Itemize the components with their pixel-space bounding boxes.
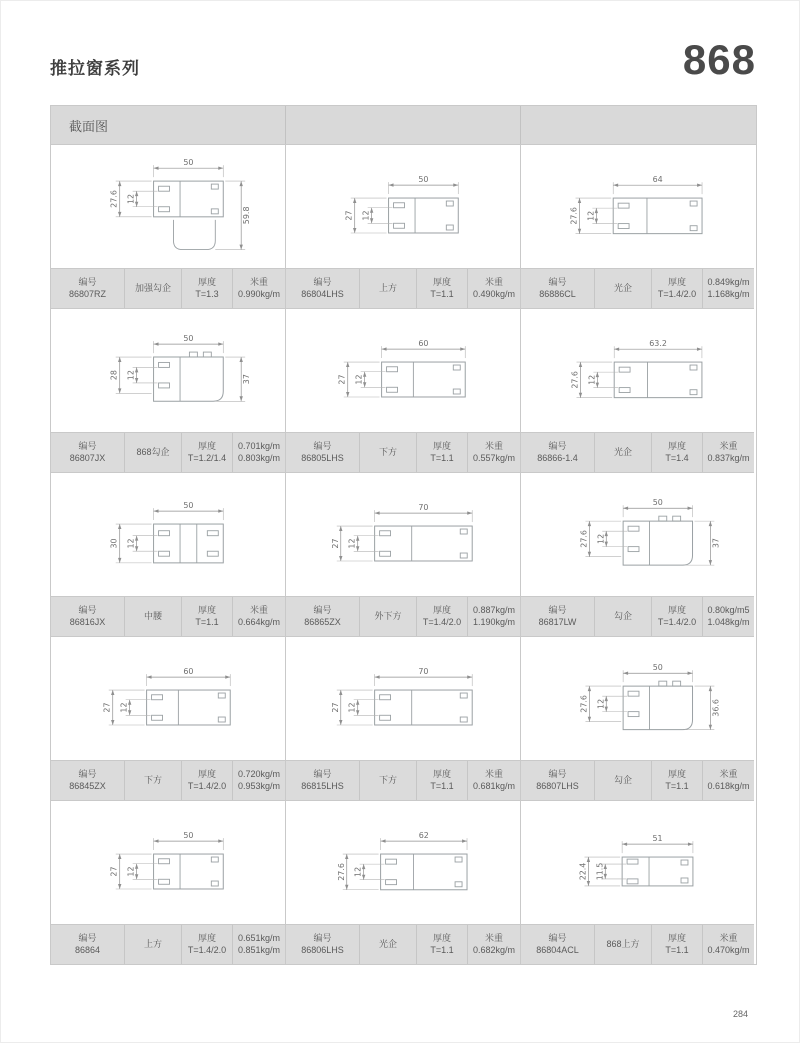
svg-text:50: 50 <box>183 158 194 168</box>
name-value: 下方 <box>378 446 397 457</box>
cross-section-diagram <box>521 801 754 924</box>
svg-text:50: 50 <box>183 334 194 344</box>
name-value: 加强勾企 <box>134 282 171 293</box>
code-value: 86807LHS <box>536 780 579 791</box>
code-cell <box>51 761 125 800</box>
weight-label: 米重 <box>249 277 268 288</box>
code-label: 编号 <box>548 605 567 616</box>
thickness-value: T=1.4/2.0 <box>657 616 697 627</box>
svg-text:37: 37 <box>711 538 721 549</box>
svg-text:27.6: 27.6 <box>569 207 579 225</box>
thickness-cell <box>417 433 468 472</box>
profile-cell <box>286 309 521 473</box>
svg-text:27.6: 27.6 <box>570 371 580 389</box>
name-value: 光企 <box>378 938 397 949</box>
weight-value: 0.701kg/m <box>237 441 281 452</box>
thickness-cell <box>417 269 468 308</box>
profile-label-bar <box>51 596 285 636</box>
thickness-cell <box>182 761 233 800</box>
weight-label: 米重 <box>719 933 738 944</box>
name-cell <box>125 269 182 308</box>
code-cell <box>286 925 360 964</box>
profile-drawing <box>286 473 520 596</box>
name-value: 勾企 <box>613 610 632 621</box>
thickness-label: 厚度 <box>197 605 216 616</box>
weight-value: 0.887kg/m <box>472 605 516 616</box>
weight-cell <box>233 269 285 308</box>
profile-drawing <box>51 145 285 268</box>
weight-cell <box>233 761 285 800</box>
page-title: 推拉窗系列 <box>50 59 140 78</box>
svg-text:37: 37 <box>242 374 252 385</box>
code-value: 86804LHS <box>301 288 344 299</box>
cross-section-diagram <box>286 145 520 268</box>
code-value: 86817LW <box>538 616 577 627</box>
code-label: 编号 <box>78 933 97 944</box>
profile-cell <box>521 473 754 637</box>
thickness-cell <box>182 597 233 636</box>
weight-label: 米重 <box>484 933 503 944</box>
table-header-label: 截面图 <box>69 118 109 134</box>
name-value: 勾企 <box>613 774 632 785</box>
svg-text:12: 12 <box>354 374 364 385</box>
profile-cell <box>286 145 521 309</box>
code-cell <box>286 433 360 472</box>
code-value: 86866-1.4 <box>537 452 578 463</box>
svg-text:12: 12 <box>119 702 129 713</box>
code-label: 编号 <box>78 605 97 616</box>
profile-drawing <box>286 637 520 760</box>
profile-cell <box>286 801 521 964</box>
svg-text:51: 51 <box>652 834 663 844</box>
profile-label-bar <box>521 268 754 308</box>
cross-section-diagram <box>521 309 754 432</box>
svg-text:50: 50 <box>183 501 194 511</box>
thickness-cell <box>652 925 703 964</box>
table-header-spacer <box>286 106 521 144</box>
name-cell <box>595 925 652 964</box>
thickness-value: T=1.4/2.0 <box>187 944 227 955</box>
profile-grid <box>51 145 756 964</box>
weight-value: 1.190kg/m <box>472 616 516 627</box>
profile-label-bar <box>521 596 754 636</box>
thickness-label: 厚度 <box>667 769 686 780</box>
profile-cell <box>51 145 286 309</box>
name-cell <box>360 269 417 308</box>
svg-text:50: 50 <box>652 663 663 673</box>
thickness-cell <box>182 269 233 308</box>
profile-drawing <box>521 801 754 924</box>
thickness-cell <box>417 761 468 800</box>
thickness-value: T=1.1 <box>665 944 689 955</box>
profile-drawing <box>521 637 754 760</box>
thickness-cell <box>417 925 468 964</box>
svg-text:22.4: 22.4 <box>578 862 588 881</box>
svg-text:27: 27 <box>337 374 347 385</box>
code-cell <box>286 597 360 636</box>
svg-text:60: 60 <box>418 339 429 349</box>
code-value: 86805LHS <box>301 452 344 463</box>
svg-text:64: 64 <box>652 175 663 185</box>
svg-text:12: 12 <box>347 538 357 549</box>
cross-section-diagram <box>286 473 520 596</box>
weight-cell <box>468 433 520 472</box>
code-value: 86816JX <box>69 616 106 627</box>
profile-label-bar <box>51 760 285 800</box>
thickness-value: T=1.1 <box>195 616 219 627</box>
thickness-label: 厚度 <box>432 933 451 944</box>
code-label: 编号 <box>548 933 567 944</box>
profile-cell <box>521 801 754 964</box>
weight-value: 0.953kg/m <box>237 780 281 791</box>
profile-drawing <box>51 473 285 596</box>
cross-section-diagram <box>286 637 520 760</box>
profile-drawing <box>51 637 285 760</box>
thickness-label: 厚度 <box>197 769 216 780</box>
thickness-value: T=1.1 <box>430 452 454 463</box>
thickness-label: 厚度 <box>432 605 451 616</box>
table-header-row <box>51 106 756 145</box>
svg-text:28: 28 <box>109 370 119 381</box>
svg-text:27.6: 27.6 <box>579 530 589 548</box>
profile-drawing <box>521 309 754 432</box>
weight-label: 米重 <box>719 441 738 452</box>
code-label: 编号 <box>548 441 567 452</box>
name-cell <box>595 761 652 800</box>
thickness-value: T=1.3 <box>195 288 219 299</box>
weight-cell <box>468 597 520 636</box>
profile-label-bar <box>286 268 520 308</box>
cross-section-diagram <box>521 473 754 596</box>
thickness-cell <box>182 925 233 964</box>
code-label: 编号 <box>78 277 97 288</box>
profile-label-bar <box>286 432 520 472</box>
weight-label: 米重 <box>484 441 503 452</box>
weight-cell <box>703 597 754 636</box>
profile-drawing <box>521 145 754 268</box>
thickness-cell <box>417 597 468 636</box>
code-cell <box>51 269 125 308</box>
svg-text:27.6: 27.6 <box>579 695 589 713</box>
code-value: 86845ZX <box>69 780 106 791</box>
thickness-value: T=1.4/2.0 <box>657 288 697 299</box>
weight-value: 0.651kg/m <box>237 933 281 944</box>
svg-text:12: 12 <box>126 538 136 549</box>
svg-text:63.2: 63.2 <box>649 339 667 349</box>
profile-label-bar <box>521 760 754 800</box>
thickness-value: T=1.1 <box>430 288 454 299</box>
code-label: 编号 <box>313 933 332 944</box>
code-value: 86864 <box>74 944 101 955</box>
code-cell <box>521 269 595 308</box>
name-value: 下方 <box>143 774 162 785</box>
code-label: 编号 <box>313 441 332 452</box>
thickness-cell <box>652 597 703 636</box>
svg-text:12: 12 <box>586 210 596 221</box>
cross-section-diagram <box>286 309 520 432</box>
weight-cell <box>703 761 754 800</box>
thickness-cell <box>652 761 703 800</box>
weight-value: 0.682kg/m <box>472 944 516 955</box>
code-value: 86865ZX <box>304 616 341 627</box>
code-cell <box>51 925 125 964</box>
code-cell <box>521 761 595 800</box>
svg-text:12: 12 <box>587 374 597 385</box>
cross-section-diagram <box>51 145 285 268</box>
name-cell <box>125 433 182 472</box>
svg-text:70: 70 <box>418 503 429 513</box>
profile-label-bar <box>51 432 285 472</box>
thickness-cell <box>652 269 703 308</box>
thickness-value: T=1.4/2.0 <box>187 780 227 791</box>
svg-text:11.5: 11.5 <box>595 862 605 881</box>
profile-drawing <box>286 801 520 924</box>
series-number: 868 <box>682 36 756 83</box>
svg-text:27: 27 <box>330 538 340 549</box>
weight-cell <box>703 269 754 308</box>
profile-drawing <box>51 801 285 924</box>
profile-label-bar <box>286 924 520 964</box>
svg-text:62: 62 <box>418 831 429 841</box>
weight-cell <box>233 925 285 964</box>
name-value: 光企 <box>613 446 632 457</box>
profile-cell <box>51 801 286 964</box>
profile-cell <box>521 145 754 309</box>
name-cell <box>595 597 652 636</box>
name-cell <box>360 433 417 472</box>
svg-text:27: 27 <box>102 702 112 713</box>
weight-value: 0.681kg/m <box>472 780 516 791</box>
code-label: 编号 <box>313 277 332 288</box>
name-cell <box>360 925 417 964</box>
cross-section-diagram <box>286 801 520 924</box>
name-value: 中腰 <box>143 610 162 621</box>
profile-label-bar <box>286 596 520 636</box>
svg-text:27.6: 27.6 <box>336 863 346 881</box>
svg-text:12: 12 <box>126 370 136 381</box>
svg-text:12: 12 <box>126 866 136 877</box>
weight-value: 0.990kg/m <box>237 288 281 299</box>
profile-table <box>50 105 757 965</box>
svg-text:12: 12 <box>596 533 606 544</box>
svg-text:12: 12 <box>347 702 357 713</box>
code-cell <box>286 269 360 308</box>
svg-text:12: 12 <box>353 866 363 877</box>
weight-value: 1.048kg/m <box>707 616 750 627</box>
code-cell <box>521 597 595 636</box>
name-cell <box>595 433 652 472</box>
code-cell <box>51 597 125 636</box>
name-cell <box>125 761 182 800</box>
weight-cell <box>233 597 285 636</box>
thickness-value: T=1.1 <box>430 780 454 791</box>
thickness-label: 厚度 <box>197 441 216 452</box>
weight-cell <box>233 433 285 472</box>
thickness-value: T=1.4/2.0 <box>422 616 462 627</box>
code-cell <box>51 433 125 472</box>
thickness-label: 厚度 <box>667 605 686 616</box>
cross-section-diagram <box>51 801 285 924</box>
svg-text:60: 60 <box>183 667 194 677</box>
profile-drawing <box>286 145 520 268</box>
thickness-cell <box>182 433 233 472</box>
name-value: 光企 <box>613 282 632 293</box>
name-value: 上方 <box>143 938 162 949</box>
profile-cell <box>51 473 286 637</box>
weight-cell <box>703 433 754 472</box>
name-cell <box>125 597 182 636</box>
name-value: 上方 <box>378 282 397 293</box>
svg-text:50: 50 <box>418 175 429 185</box>
profile-drawing <box>286 309 520 432</box>
thickness-label: 厚度 <box>432 769 451 780</box>
weight-label: 米重 <box>484 769 503 780</box>
profile-cell <box>51 637 286 801</box>
code-value: 86886CL <box>539 288 576 299</box>
cross-section-diagram <box>51 309 285 432</box>
profile-label-bar <box>286 760 520 800</box>
weight-value: 0.557kg/m <box>472 452 516 463</box>
weight-cell <box>468 269 520 308</box>
name-cell <box>360 597 417 636</box>
profile-cell <box>286 473 521 637</box>
weight-cell <box>468 761 520 800</box>
weight-label: 米重 <box>249 605 268 616</box>
svg-text:27.6: 27.6 <box>109 190 119 208</box>
code-value: 86807JX <box>69 452 106 463</box>
cross-section-diagram <box>51 637 285 760</box>
weight-value: 0.720kg/m <box>237 769 281 780</box>
code-cell <box>286 761 360 800</box>
svg-text:50: 50 <box>652 498 663 508</box>
name-value: 外下方 <box>374 610 402 621</box>
code-label: 编号 <box>313 605 332 616</box>
profile-cell <box>286 637 521 801</box>
svg-text:50: 50 <box>183 831 194 841</box>
svg-text:30: 30 <box>109 538 119 549</box>
weight-value: 0.849kg/m <box>707 277 750 288</box>
thickness-label: 厚度 <box>667 441 686 452</box>
thickness-value: T=1.1 <box>430 944 454 955</box>
cross-section-diagram <box>521 637 754 760</box>
code-value: 86806LHS <box>301 944 344 955</box>
weight-value: 0.851kg/m <box>237 944 281 955</box>
profile-label-bar <box>51 924 285 964</box>
thickness-value: T=1.2/1.4 <box>187 452 227 463</box>
svg-text:27: 27 <box>330 702 340 713</box>
code-value: 86815LHS <box>301 780 344 791</box>
code-cell <box>521 433 595 472</box>
name-value: 下方 <box>378 774 397 785</box>
name-cell <box>125 925 182 964</box>
svg-text:12: 12 <box>361 210 371 221</box>
thickness-label: 厚度 <box>667 277 686 288</box>
svg-text:27: 27 <box>109 866 119 877</box>
code-cell <box>521 925 595 964</box>
svg-text:12: 12 <box>126 193 136 205</box>
code-value: 86807RZ <box>68 288 107 299</box>
thickness-value: T=1.4 <box>665 452 689 463</box>
weight-value: 0.490kg/m <box>472 288 516 299</box>
thickness-cell <box>652 433 703 472</box>
weight-label: 米重 <box>719 769 738 780</box>
code-label: 编号 <box>548 769 567 780</box>
weight-value: 0.803kg/m <box>237 452 281 463</box>
weight-value: 0.470kg/m <box>707 944 750 955</box>
svg-text:59.8: 59.8 <box>242 206 252 225</box>
svg-text:70: 70 <box>418 667 429 677</box>
page-number: 284 <box>732 1009 748 1019</box>
weight-cell <box>468 925 520 964</box>
code-label: 编号 <box>313 769 332 780</box>
thickness-label: 厚度 <box>432 441 451 452</box>
weight-value: 0.837kg/m <box>707 452 750 463</box>
weight-cell <box>703 925 754 964</box>
thickness-label: 厚度 <box>197 933 216 944</box>
weight-value: 0.80kg/m5 <box>707 605 750 616</box>
profile-cell <box>51 309 286 473</box>
code-label: 编号 <box>78 441 97 452</box>
name-value: 868上方 <box>606 938 640 949</box>
svg-text:12: 12 <box>596 698 606 709</box>
thickness-label: 厚度 <box>197 277 216 288</box>
weight-label: 米重 <box>484 277 503 288</box>
profile-label-bar <box>51 268 285 308</box>
weight-value: 0.664kg/m <box>237 616 281 627</box>
code-label: 编号 <box>78 769 97 780</box>
cross-section-diagram <box>521 145 754 268</box>
weight-value: 1.168kg/m <box>707 288 750 299</box>
profile-drawing <box>521 473 754 596</box>
thickness-label: 厚度 <box>432 277 451 288</box>
profile-cell <box>521 637 754 801</box>
svg-text:36.6: 36.6 <box>711 699 721 717</box>
name-cell <box>595 269 652 308</box>
name-value: 868勾企 <box>136 446 170 457</box>
weight-value: 0.618kg/m <box>707 780 750 791</box>
cross-section-diagram <box>51 473 285 596</box>
code-label: 编号 <box>548 277 567 288</box>
table-header-spacer <box>521 106 754 144</box>
thickness-value: T=1.1 <box>665 780 689 791</box>
profile-drawing <box>51 309 285 432</box>
code-value: 86804ACL <box>536 944 579 955</box>
thickness-label: 厚度 <box>667 933 686 944</box>
profile-label-bar <box>521 432 754 472</box>
profile-label-bar <box>521 924 754 964</box>
profile-cell <box>521 309 754 473</box>
svg-text:27: 27 <box>344 210 354 221</box>
name-cell <box>360 761 417 800</box>
